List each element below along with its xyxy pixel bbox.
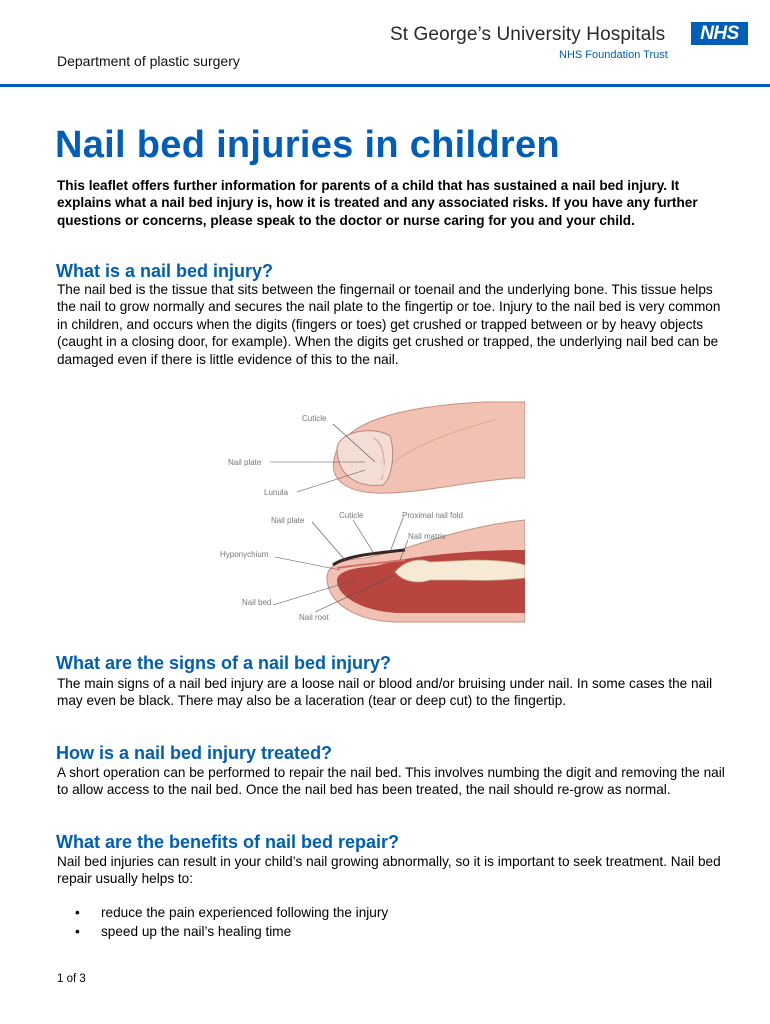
header-rule — [0, 84, 770, 87]
page-title: Nail bed injuries in children — [55, 124, 560, 166]
section-body-treatment: A short operation can be performed to repair the nail bed. This involves numbing the digit and removing the nail to allow access to the nail bed. Once the nail bed has been treated, the nail should re-grow as normal. — [57, 765, 725, 798]
nail-anatomy-illustration — [215, 400, 525, 630]
section-body-benefits: Nail bed injuries can result in your child’s nail growing abnormally, so it is important to seek treatment. Nail bed repair usually helps to: — [57, 854, 721, 887]
label-nail-bed: Nail bed — [242, 598, 272, 607]
section-heading-what-is: What is a nail bed injury? — [56, 261, 274, 281]
page-number: 1 of 3 — [57, 973, 86, 985]
organisation-name: St George’s University Hospitals — [390, 24, 666, 45]
benefits-list — [75, 904, 388, 941]
intro-paragraph: This leaflet offers further information for parents of a child that has sustained a nail bed injury. It explains what a nail bed injury is, how it is treated and any associated risks. If you have any further questions or concerns, please speak to the doctor or nurse caring for you and your child. — [57, 178, 698, 228]
list-item: • reduce the pain experienced following the injury — [75, 904, 388, 923]
label-proximal-nail-fold: Proximal nail fold — [402, 511, 463, 520]
section-heading-signs: What are the signs of a nail bed injury? — [56, 653, 392, 673]
label-nail-matrix: Nail matrix — [408, 532, 446, 541]
section-body-what-is: The nail bed is the tissue that sits between the fingernail or toenail and the underlying bone. This tissue helps the nail to grow normally and secures the nail plate to the fingertip or toe. Injury to the nail bed is very common in children, and occurs when the digits (fingers or toes) get crushed or trapped between or by heavy objects (caught in a closing door, for example). When the digits get crushed or trapped, the underlying nail bed can be damaged even if there is little evidence of this to the nail. — [57, 282, 721, 367]
label-cuticle-side: Cuticle — [339, 511, 364, 520]
label-nail-plate-side: Nail plate — [271, 516, 305, 525]
department-label: Department of plastic surgery — [57, 53, 240, 69]
nhs-logo: NHS — [691, 22, 748, 45]
label-lunula: Lunula — [264, 488, 289, 497]
section-heading-treatment: How is a nail bed injury treated? — [56, 743, 333, 763]
list-item: • speed up the nail’s healing time — [75, 923, 388, 942]
label-nail-root: Nail root — [299, 613, 329, 622]
trust-name: NHS Foundation Trust — [559, 49, 668, 61]
label-hyponychium: Hyponychium — [220, 550, 269, 559]
section-heading-benefits: What are the benefits of nail bed repair? — [56, 832, 400, 852]
section-body-signs: The main signs of a nail bed injury are a loose nail or blood and/or bruising under nail. In some cases the nail may even be black. There may also be a laceration (tear or deep cut) to the fingertip. — [57, 676, 713, 709]
label-nail-plate-top: Nail plate — [228, 458, 262, 467]
label-cuticle-top: Cuticle — [302, 414, 327, 423]
